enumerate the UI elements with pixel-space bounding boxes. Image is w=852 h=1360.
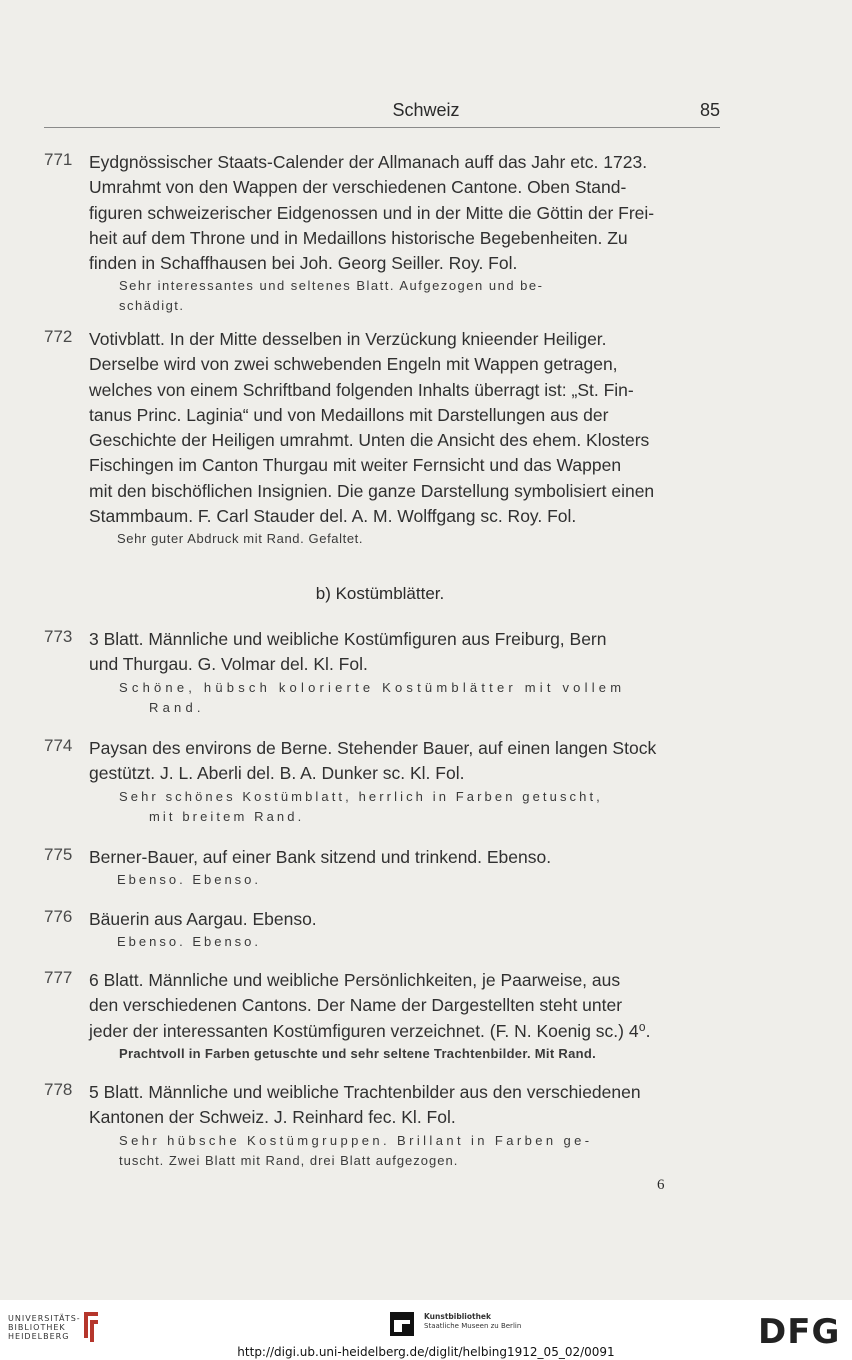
university-logo-icon[interactable] <box>80 1308 102 1342</box>
note-line: Sehr interessantes und seltenes Blatt. Aufgezogen und be- <box>119 278 544 294</box>
entry-line: und Thurgau. G. Volmar del. Kl. Fol. <box>89 654 368 675</box>
kunstbibliothek-sub: Staatliche Museen zu Berlin <box>424 1322 522 1330</box>
note-line: Sehr guter Abdruck mit Rand. Gefaltet. <box>117 531 364 547</box>
entry-line: Fischingen im Canton Thurgau mit weiter Fernsicht und das Wappen <box>89 455 622 476</box>
entry-number: 771 <box>44 150 73 169</box>
entry-line: 5 Blatt. Männliche und weibliche Trachtenbilder aus den verschiedenen <box>89 1082 641 1102</box>
entry-note <box>119 678 724 718</box>
entry-line: Votivblatt. In der Mitte desselben in Verzückung knieender Heiliger. <box>89 329 607 349</box>
entry-line: gestützt. J. L. Aberli del. B. A. Dunker sc. Kl. Fol. <box>89 763 465 784</box>
entry-number: 773 <box>44 627 73 646</box>
entry-number: 772 <box>44 327 73 346</box>
entry-number: 778 <box>44 1080 73 1099</box>
entry-text <box>89 150 724 276</box>
entry-note <box>119 1044 724 1064</box>
entry-line: 3 Blatt. Männliche und weibliche Kostümfiguren aus Freiburg, Bern <box>89 629 607 649</box>
signature-mark: 6 <box>657 1177 665 1193</box>
entry-line: Geschichte der Heiligen umrahmt. Unten die Ansicht des ehem. Klosters <box>89 430 650 451</box>
entry-text <box>89 736 724 787</box>
note-line: Prachtvoll in Farben getuschte und sehr seltene Trachtenbilder. Mit Rand. <box>119 1045 596 1061</box>
university-line: UNIVERSITÄTS- <box>8 1314 81 1323</box>
catalog-entry-774 <box>44 736 724 827</box>
note-line: Ebenso. Ebenso. <box>117 934 262 950</box>
note-line: mit breitem Rand. <box>149 808 305 824</box>
entry-text <box>89 627 724 678</box>
university-line: HEIDELBERG <box>8 1332 70 1341</box>
entry-note <box>119 787 724 827</box>
entry-note <box>119 276 724 316</box>
catalog-entry-773 <box>44 627 724 718</box>
page-url-link[interactable]: http://digi.ub.uni-heidelberg.de/diglit/helbing1912_05_02/0091 <box>237 1345 615 1359</box>
entry-number: 777 <box>44 968 73 987</box>
kunstbibliothek-label[interactable] <box>424 1312 521 1331</box>
dfg-logo[interactable]: DFG <box>758 1312 841 1352</box>
note-line: Sehr hübsche Kostümgruppen. Brillant in Farben ge- <box>119 1132 593 1148</box>
catalog-entry-775 <box>44 845 724 890</box>
kunstbibliothek-name: Kunstbibliothek <box>424 1312 492 1321</box>
page-number: 85 <box>700 100 721 120</box>
entry-line: Derselbe wird von zwei schwebenden Engeln mit Wappen getragen, <box>89 354 618 375</box>
entry-line: figuren schweizerischer Eidgenossen und in der Mitte die Göttin der Frei- <box>89 202 655 223</box>
entry-line: jeder der interessanten Kostümfiguren verzeichnet. (F. N. Koenig sc.) 4⁰. <box>89 1020 651 1041</box>
entry-line: finden in Schaffhausen bei Joh. Georg Seiller. Roy. Fol. <box>89 253 518 274</box>
entry-line: Stammbaum. F. Carl Stauder del. A. M. Wolffgang sc. Roy. Fol. <box>89 506 577 527</box>
entry-line: welches von einem Schriftband folgenden Inhalts überragt ist: „St. Fin- <box>89 379 634 400</box>
entry-line: heit auf dem Throne und in Medaillons historische Begebenheiten. Zu <box>89 227 628 248</box>
entry-text <box>89 845 724 870</box>
entry-line: Kantonen der Schweiz. J. Reinhard fec. Kl. Fol. <box>89 1107 456 1128</box>
note-line: schädigt. <box>119 298 185 314</box>
university-line: BIBLIOTHEK <box>8 1323 66 1332</box>
section-heading: b) Kostümblätter. <box>315 584 445 603</box>
entry-note <box>119 1131 724 1171</box>
note-line: Rand. <box>149 699 205 715</box>
entry-text <box>89 1080 724 1131</box>
entry-text <box>89 968 724 1044</box>
entry-text <box>89 907 724 932</box>
entry-number: 776 <box>44 907 73 926</box>
entry-line: tanus Princ. Laginia“ und von Medaillons mit Darstellungen aus der <box>89 404 609 425</box>
entry-line: den verschiedenen Cantons. Der Name der Dargestellten steht unter <box>89 995 623 1016</box>
digitization-footer <box>0 1300 852 1360</box>
catalog-entry-778 <box>44 1080 724 1171</box>
entry-line: mit den bischöflichen Insignien. Die ganze Darstellung symbolisiert einen <box>89 480 655 501</box>
entry-line: 6 Blatt. Männliche und weibliche Persönlichkeiten, je Paarweise, aus <box>89 970 621 990</box>
catalog-entry-771 <box>44 150 724 316</box>
entry-note <box>117 529 724 549</box>
running-header-title: Schweiz <box>392 100 460 120</box>
entry-number: 774 <box>44 736 73 755</box>
entry-line: Paysan des environs de Berne. Stehender Bauer, auf einen langen Stock <box>89 738 657 758</box>
catalog-entry-777 <box>44 968 724 1064</box>
note-line: Schöne, hübsch kolorierte Kostümblätter mit vollem <box>119 679 626 695</box>
entry-line: Berner-Bauer, auf einer Bank sitzend und trinkend. Ebenso. <box>89 847 552 867</box>
header-rule <box>44 127 720 128</box>
catalog-entry-772 <box>44 327 724 549</box>
entry-line: Bäuerin aus Aargau. Ebenso. <box>89 909 317 929</box>
entry-line: Umrahmt von den Wappen der verschiedenen Cantone. Oben Stand- <box>89 177 627 198</box>
entry-line: Eydgnössischer Staats-Calender der Allmanach auff das Jahr etc. 1723. <box>89 152 648 172</box>
university-library-label[interactable] <box>8 1314 81 1341</box>
note-line: Sehr schönes Kostümblatt, herrlich in Farben getuscht, <box>119 788 603 804</box>
entry-note <box>117 932 724 952</box>
note-line: tuscht. Zwei Blatt mit Rand, drei Blatt aufgezogen. <box>119 1152 459 1168</box>
kunstbibliothek-logo-icon[interactable] <box>390 1312 414 1336</box>
catalog-entry-776 <box>44 907 724 952</box>
entry-text <box>89 327 724 529</box>
entry-number: 775 <box>44 845 73 864</box>
entry-note <box>117 870 724 890</box>
note-line: Ebenso. Ebenso. <box>117 872 262 888</box>
